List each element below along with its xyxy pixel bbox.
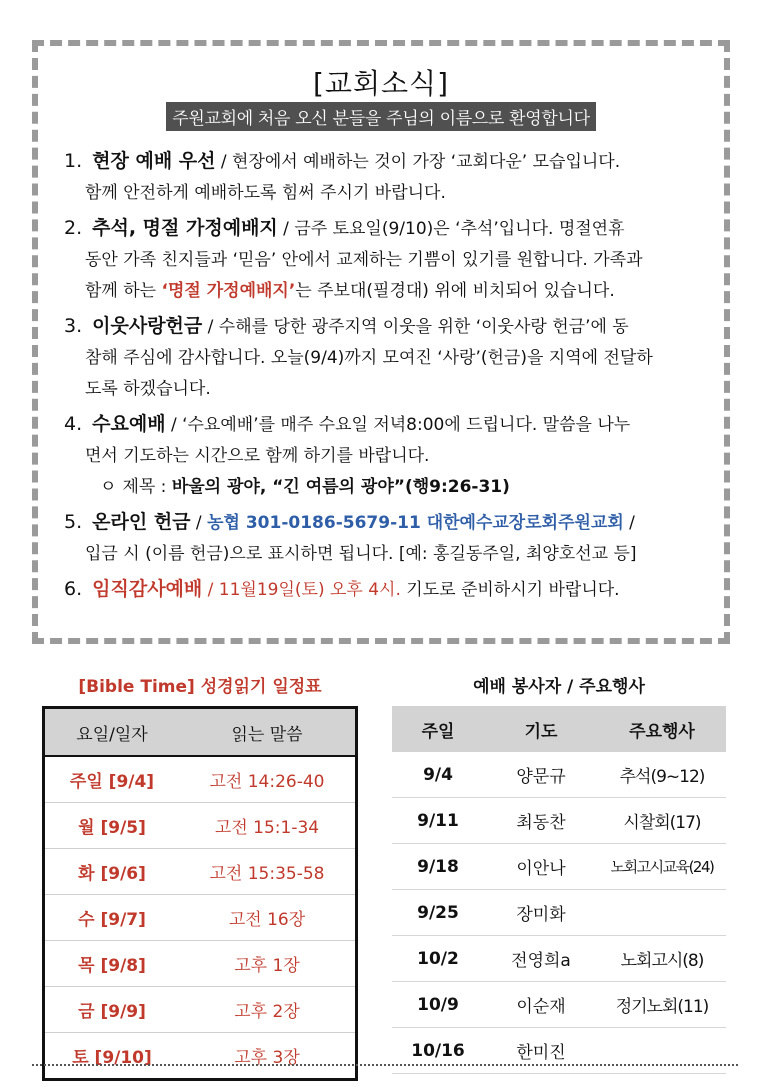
news-subtitle: 주원교회에 처음 오신 분들을 주님의 이름으로 환영합니다 xyxy=(166,102,596,131)
item-text: 는 주보대(필경대) 위에 비치되어 있습니다. xyxy=(295,281,615,301)
prayer-cell: 이안나 xyxy=(484,844,598,890)
day-cell: 화 [9/6] xyxy=(44,849,180,895)
day-cell: 목 [9/8] xyxy=(44,941,180,987)
bible-schedule-table xyxy=(42,706,358,1081)
table-row xyxy=(392,798,726,844)
item-heading: 온라인 헌금 xyxy=(92,511,191,533)
table-row xyxy=(44,941,357,987)
table-row xyxy=(44,1033,357,1080)
prayer-cell: 양문규 xyxy=(484,752,598,798)
highlight-text: ‘명절 가정예배지’ xyxy=(161,281,296,301)
item-text: 동안 가족 친지들과 ‘믿음’ 안에서 교제하는 기쁨이 있기를 원합니다. 가족과 xyxy=(85,250,643,270)
table-row xyxy=(392,1028,726,1074)
event-cell xyxy=(598,1028,726,1074)
item-text: / 수해를 당한 광주지역 이웃을 위한 ‘이웃사랑 헌금’에 동 xyxy=(202,317,629,337)
item-heading: 이웃사랑헌금 xyxy=(92,315,203,337)
prayer-cell: 최동찬 xyxy=(484,798,598,844)
item-text: 기도로 준비하시기 바랍니다. xyxy=(400,580,620,600)
table-row xyxy=(392,844,726,890)
reading-cell: 고전 14:26-40 xyxy=(179,756,357,803)
event-cell: 시찰회(17) xyxy=(598,798,726,844)
prayer-cell: 이순재 xyxy=(484,982,598,1028)
sunday-cell: 10/9 xyxy=(392,982,484,1028)
table-row xyxy=(44,756,357,803)
news-item-5 xyxy=(64,507,710,570)
item-number: 4. xyxy=(64,413,83,435)
table-header-row xyxy=(44,708,357,757)
item-separator: / xyxy=(190,513,208,533)
table-header-row xyxy=(392,706,726,752)
sunday-cell: 10/16 xyxy=(392,1028,484,1074)
service-schedule-table xyxy=(392,706,726,1074)
news-item-4 xyxy=(64,409,710,503)
service-schedule-heading: 예배 봉사자 / 주요행사 xyxy=(473,677,645,697)
prayer-cell: 전영희a xyxy=(484,936,598,982)
sermon-title: 바울의 광야, “긴 여름의 광야”(행9:26-31) xyxy=(171,477,510,497)
item-heading: 수요예배 xyxy=(92,413,166,435)
reading-cell: 고후 2장 xyxy=(179,987,357,1033)
column-header: 요일/일자 xyxy=(44,708,180,757)
reading-cell: 고전 15:35-58 xyxy=(179,849,357,895)
item-number: 3. xyxy=(64,315,83,337)
bank-account: 농협 301-0186-5679-11 대한예수교장로회주원교회 xyxy=(207,513,624,533)
table-row xyxy=(44,849,357,895)
column-header: 기도 xyxy=(484,706,598,752)
reading-cell: 고전 16장 xyxy=(179,895,357,941)
table-row xyxy=(44,803,357,849)
sunday-cell: 9/18 xyxy=(392,844,484,890)
news-item-1 xyxy=(64,146,710,209)
sunday-cell: 9/11 xyxy=(392,798,484,844)
news-items xyxy=(64,146,710,610)
sermon-title-line xyxy=(64,472,710,503)
item-heading: 임직감사예배 xyxy=(92,578,203,600)
event-cell xyxy=(598,890,726,936)
table-row xyxy=(44,895,357,941)
column-header: 주요행사 xyxy=(598,706,726,752)
item-text: 참해 주심에 감사합니다. 오늘(9/4)까지 모여진 ‘사랑’(헌금)을 지역에 전달하 xyxy=(85,348,653,368)
prayer-cell: 한미진 xyxy=(484,1028,598,1074)
day-cell: 토 [9/10] xyxy=(44,1033,180,1080)
item-heading: 추석, 명절 가정예배지 xyxy=(92,217,278,239)
event-cell: 추석(9~12) xyxy=(598,752,726,798)
news-item-6 xyxy=(64,574,710,606)
table-row xyxy=(392,752,726,798)
item-number: 6. xyxy=(64,578,83,600)
bullet: ㅇ xyxy=(100,477,117,497)
day-cell: 수 [9/7] xyxy=(44,895,180,941)
item-text: / ‘수요예배’를 매주 수요일 저녁8:00에 드립니다. 말씀을 나누 xyxy=(165,415,631,435)
news-item-3 xyxy=(64,311,710,405)
day-cell: 월 [9/5] xyxy=(44,803,180,849)
event-cell: 노회고시교육(24) xyxy=(598,844,726,890)
column-header: 주일 xyxy=(392,706,484,752)
sunday-cell: 9/25 xyxy=(392,890,484,936)
table-row xyxy=(392,890,726,936)
table-row xyxy=(392,982,726,1028)
item-text: 함께 하는 xyxy=(85,281,162,301)
bible-schedule-heading: [Bible Time] 성경읽기 일정표 xyxy=(78,677,322,697)
sermon-label: 제목 : xyxy=(122,477,172,497)
item-text: / 현장에서 예배하는 것이 가장 ‘교회다운’ 모습입니다. xyxy=(215,152,621,172)
item-text: 입금 시 (이름 헌금)으로 표시하면 됩니다. [예: 홍길동주일, 최양호선교 등] xyxy=(85,544,637,564)
sunday-cell: 9/4 xyxy=(392,752,484,798)
item-number: 1. xyxy=(64,150,83,172)
reading-cell: 고후 1장 xyxy=(179,941,357,987)
event-cell: 정기노회(11) xyxy=(598,982,726,1028)
news-item-2 xyxy=(64,213,710,307)
news-title: [교회소식] xyxy=(312,67,450,100)
prayer-cell: 장미화 xyxy=(484,890,598,936)
event-cell: 노회고시(8) xyxy=(598,936,726,982)
day-cell: 금 [9/9] xyxy=(44,987,180,1033)
item-text: 면서 기도하는 시간으로 함께 하기를 바랍니다. xyxy=(85,446,430,466)
table-row xyxy=(392,936,726,982)
table-row xyxy=(44,987,357,1033)
item-number: 5. xyxy=(64,511,83,533)
event-datetime: / 11월19일(토) 오후 4시. xyxy=(202,580,401,600)
church-news-box xyxy=(32,40,730,644)
item-number: 2. xyxy=(64,217,83,239)
item-text: 도록 하겠습니다. xyxy=(85,379,211,399)
item-text: / 금주 토요일(9/10)은 ‘추석’입니다. 명절연휴 xyxy=(277,219,625,239)
item-separator: / xyxy=(623,513,635,533)
day-cell: 주일 [9/4] xyxy=(44,756,180,803)
bottom-divider xyxy=(32,1064,738,1066)
reading-cell: 고후 3장 xyxy=(179,1033,357,1080)
item-text: 함께 안전하게 예배하도록 힘써 주시기 바랍니다. xyxy=(85,183,446,203)
sunday-cell: 10/2 xyxy=(392,936,484,982)
item-heading: 현장 예배 우선 xyxy=(92,150,216,172)
reading-cell: 고전 15:1-34 xyxy=(179,803,357,849)
column-header: 읽는 말씀 xyxy=(179,708,357,757)
